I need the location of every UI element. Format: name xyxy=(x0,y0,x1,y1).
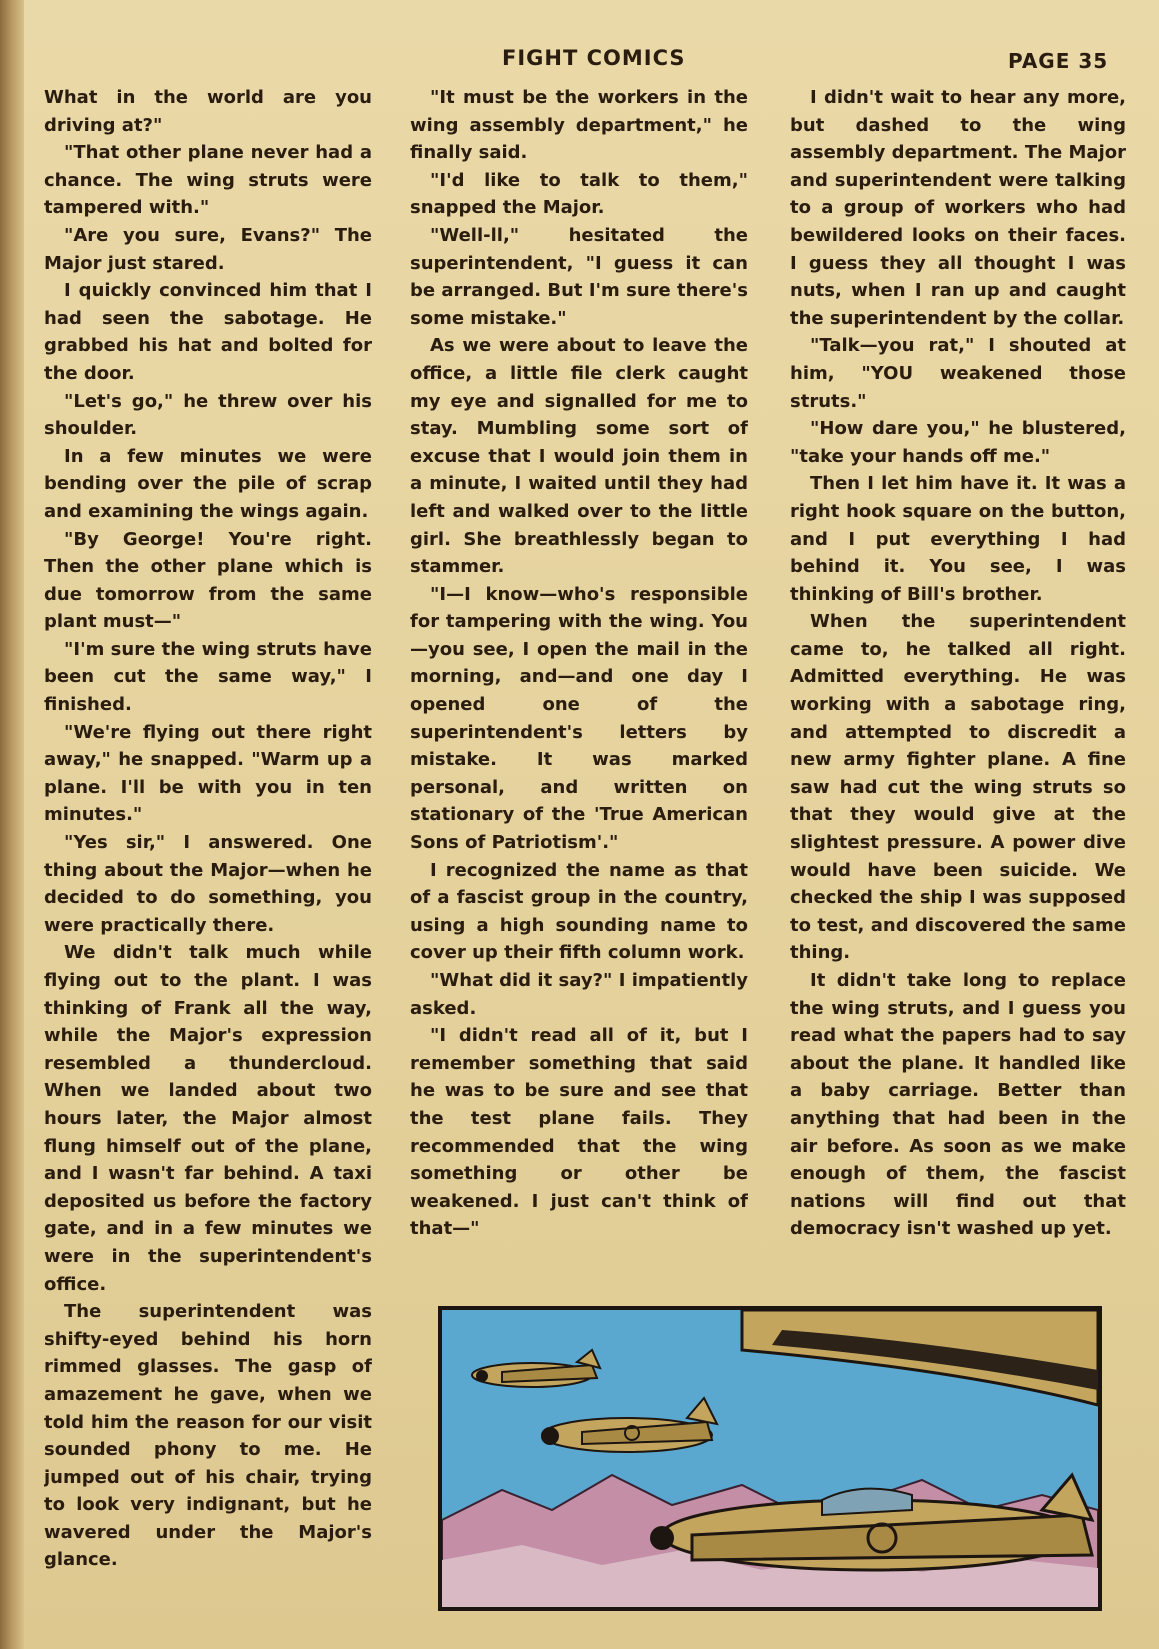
paragraph: In a few minutes we were bending over the pile of scrap and examining the wings again. xyxy=(44,445,372,522)
illustration-panel xyxy=(438,1306,1102,1611)
paragraph: I didn't wait to hear any more, but dashed to the wing assembly department. The Major and superintendent were talking to a group of workers who had bewildered looks on their faces. I guess they all thought I was nuts, when I ran up and caught the superintendent by the collar. xyxy=(790,87,1126,329)
magazine-title: FIGHT COMICS xyxy=(502,46,686,70)
paragraph: "I—I know—who's responsible for tampering with the wing. You—you see, I open the mail in the morning, and—and one day I opened one of the superintendent's letters by mistake. It was marked personal, and written on stationary of the 'True American Sons of Patriotism'." xyxy=(410,583,748,854)
binding-spine xyxy=(0,0,24,1649)
fighter-planes-illustration xyxy=(442,1310,1098,1607)
paragraph: "I didn't read all of it, but I remember something that said he was to be sure and see that the test plane fails. They recommended that the wing something or other be weakened. I just can't think of that—" xyxy=(410,1025,748,1240)
paragraph: "We're flying out there right away," he snapped. "Warm up a plane. I'll be with you in ten minutes." xyxy=(44,721,372,826)
paragraph: "By George! You're right. Then the other plane which is due tomorrow from the same plant must—" xyxy=(44,528,372,633)
paragraph: "That other plane never had a chance. The wing struts were tampered with." xyxy=(44,142,372,219)
paragraph: What in the world are you driving at?" xyxy=(44,87,372,136)
paragraph: It didn't take long to replace the wing struts, and I guess you read what the papers had to say about the plane. It handled like a baby carriage. Better than anything that had been in the air before. As soon as we make enough of them, the fascist nations will find out that democracy isn't washed up yet. xyxy=(790,970,1126,1240)
paragraph: I quickly convinced him that I had seen the sabotage. He grabbed his hat and bolted for the door. xyxy=(44,280,372,384)
paragraph: "It must be the workers in the wing assembly department," he finally said. xyxy=(410,87,748,164)
paragraph: When the superintendent came to, he talked all right. Admitted everything. He was working with a sabotage ring, and attempted to discredit a new army fighter plane. A fine saw had cut the wing struts so that they would give at the slightest pressure. A power dive would have been suicide. We checked the ship I was supposed to test, and discovered the same thing. xyxy=(790,611,1126,964)
running-head xyxy=(0,46,1159,80)
paragraph: "Well-ll," hesitated the superintendent, "I guess it can be arranged. But I'm sure there's some mistake." xyxy=(410,224,748,329)
paragraph: "I'm sure the wing struts have been cut the same way," I finished. xyxy=(44,638,372,716)
paragraph: "Let's go," he threw over his shoulder. xyxy=(44,390,372,440)
paragraph: As we were about to leave the office, a little file clerk caught my eye and signalled for me to stay. Mumbling some sort of excuse that I would join them in a minute, I waited until they had left and walked over to the little girl. She breathlessly began to stammer. xyxy=(410,335,748,578)
paragraph: The superintendent was shifty-eyed behind his horn rimmed glasses. The gasp of amazement he gave, when we told him the reason for our visit sounded phony to me. He jumped out of his chair, trying to look very indignant, but he wavered under the Major's glance. xyxy=(44,1301,372,1571)
paragraph: Then I let him have it. It was a right hook square on the button, and I put everything I had behind it. You see, I was thinking of Bill's brother. xyxy=(790,473,1126,605)
paragraph: "Are you sure, Evans?" The Major just stared. xyxy=(44,224,372,274)
paragraph: "What did it say?" I impatiently asked. xyxy=(410,970,748,1019)
text-column-3 xyxy=(790,84,1126,1304)
paragraph: "Talk—you rat," I shouted at him, "YOU weakened those struts." xyxy=(790,335,1126,412)
paragraph: "Yes sir," I answered. One thing about the Major—when he decided to do something, you were practically there. xyxy=(44,832,372,936)
page-number: PAGE 35 xyxy=(1008,49,1109,73)
paragraph: "I'd like to talk to them," snapped the Major. xyxy=(410,169,748,219)
paragraph: I recognized the name as that of a fascist group in the country, using a high sounding name to cover up their fifth column work. xyxy=(410,859,748,964)
paragraph: We didn't talk much while flying out to the plant. I was thinking of Frank all the way, while the Major's expression resembled a thundercloud. When we landed about two hours later, the Major almost flung himself out of the plane, and I wasn't far behind. A taxi deposited us before the factory gate, and in a few minutes we were in the superintendent's office. xyxy=(44,942,372,1295)
paragraph: "How dare you," he blustered, "take your hands off me." xyxy=(790,418,1126,467)
text-column-1 xyxy=(44,84,372,1634)
text-column-2 xyxy=(410,84,748,1304)
